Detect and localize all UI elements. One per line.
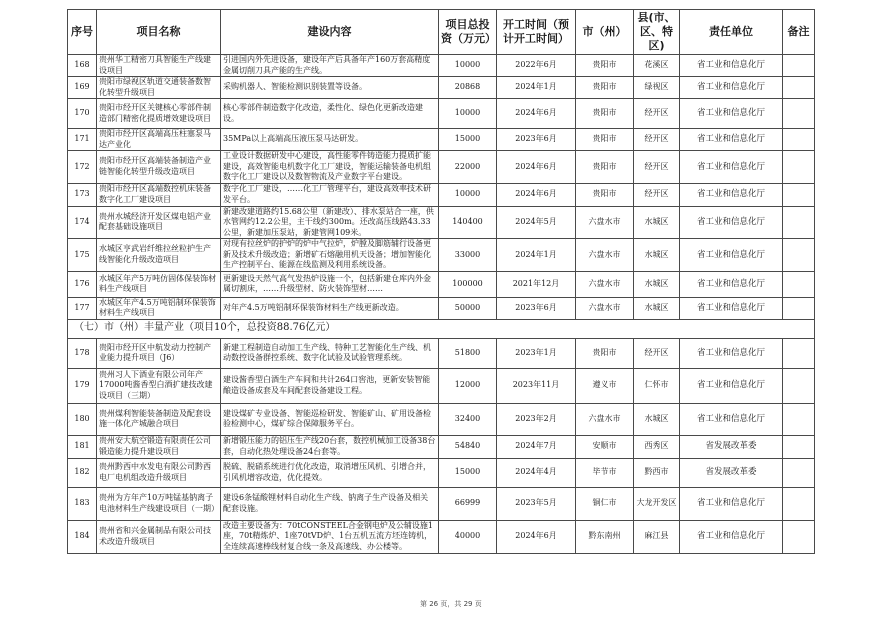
cell-unit: 省工业和信息化厅 bbox=[680, 403, 783, 435]
cell-investment: 50000 bbox=[439, 297, 497, 319]
cell-content: 工业设计数据研发中心建设，高性能零件铸造能力提质扩能建设，高效智能电机数字化工厂建设，智能运输装备电机组数字化工厂建设以及数智物流及产业数字平台建设。 bbox=[221, 151, 439, 184]
cell-remark bbox=[783, 297, 815, 319]
cell-county: 水城区 bbox=[634, 297, 680, 319]
cell-investment: 10000 bbox=[439, 183, 497, 206]
cell-start-time: 2024年1月 bbox=[497, 77, 576, 99]
cell-start-time: 2024年6月 bbox=[497, 99, 576, 129]
cell-remark bbox=[783, 487, 815, 520]
cell-remark bbox=[783, 458, 815, 487]
cell-name: 贵阳市经开区中航发动力控制产业能力提升项目（J6） bbox=[97, 338, 221, 368]
table-row bbox=[68, 458, 815, 487]
cell-remark bbox=[783, 239, 815, 272]
cell-name: 贵阳市经开区关键核心零部件制造部门精密化提质增效建设项目 bbox=[97, 99, 221, 129]
cell-name: 贵州华工精密刀具智能生产线建设项目 bbox=[97, 55, 221, 77]
cell-county: 大龙开发区 bbox=[634, 487, 680, 520]
cell-city: 遵义市 bbox=[576, 368, 634, 403]
cell-content: 对年产4.5万吨铝制环保装饰材料生产线更新改造。 bbox=[221, 297, 439, 319]
cell-city: 铜仁市 bbox=[576, 487, 634, 520]
cell-name: 贵州为方年产10万吨锰基钠离子电池材料生产线建设项目（一期） bbox=[97, 487, 221, 520]
cell-start-time: 2023年5月 bbox=[497, 487, 576, 520]
cell-remark bbox=[783, 129, 815, 151]
cell-name: 贵阳市经开区高端高压柱塞泵马达产业化 bbox=[97, 129, 221, 151]
table-row bbox=[68, 151, 815, 184]
table-row bbox=[68, 520, 815, 553]
cell-city: 贵阳市 bbox=[576, 338, 634, 368]
cell-city: 贵阳市 bbox=[576, 183, 634, 206]
cell-seq: 170 bbox=[68, 99, 97, 129]
cell-city: 贵阳市 bbox=[576, 129, 634, 151]
cell-city: 六盘水市 bbox=[576, 206, 634, 239]
cell-seq: 173 bbox=[68, 183, 97, 206]
cell-investment: 32400 bbox=[439, 403, 497, 435]
cell-county: 仁怀市 bbox=[634, 368, 680, 403]
cell-content: 35MPa以上高端高压液压泵马达研发。 bbox=[221, 129, 439, 151]
table-row bbox=[68, 99, 815, 129]
cell-name: 贵州黔西中水发电有限公司黔西电厂电机组改造升级项目 bbox=[97, 458, 221, 487]
cell-unit: 省工业和信息化厅 bbox=[680, 99, 783, 129]
project-table-page bbox=[67, 9, 814, 554]
cell-start-time: 2023年6月 bbox=[497, 297, 576, 319]
cell-content: 新建工程制造自动加工生产线、特种工艺智能化生产线、机动数控设备群控系统、数字化试验及试验管理系统。 bbox=[221, 338, 439, 368]
cell-remark bbox=[783, 338, 815, 368]
cell-investment: 66999 bbox=[439, 487, 497, 520]
project-table bbox=[67, 9, 815, 554]
table-row bbox=[68, 206, 815, 239]
header-unit: 责任单位 bbox=[680, 10, 783, 55]
table-row bbox=[68, 487, 815, 520]
cell-county: 绿视区 bbox=[634, 77, 680, 99]
cell-name: 贵阳市经开区高端数控机床装备数字化工厂建设项目 bbox=[97, 183, 221, 206]
section-row bbox=[68, 319, 815, 338]
cell-remark bbox=[783, 368, 815, 403]
cell-start-time: 2024年5月 bbox=[497, 206, 576, 239]
cell-name: 水城区年产5万吨仿固体保装饰材料生产线项目 bbox=[97, 271, 221, 297]
cell-name: 贵州省和兴金属制品有限公司技术改造升级项目 bbox=[97, 520, 221, 553]
header-city: 市（州） bbox=[576, 10, 634, 55]
cell-start-time: 2023年2月 bbox=[497, 403, 576, 435]
cell-remark bbox=[783, 77, 815, 99]
cell-investment: 40000 bbox=[439, 520, 497, 553]
cell-remark bbox=[783, 520, 815, 553]
cell-remark bbox=[783, 271, 815, 297]
cell-county: 水城区 bbox=[634, 206, 680, 239]
cell-start-time: 2024年6月 bbox=[497, 183, 576, 206]
cell-seq: 179 bbox=[68, 368, 97, 403]
cell-content: 建设6条锰酸锂材料自动化生产线、钠离子生产设备及相关配套设施。 bbox=[221, 487, 439, 520]
cell-content: 新增锻压能力的铝压生产线20台套，数控机械加工设备38台套，自动化热处理设备24台套等。 bbox=[221, 435, 439, 458]
cell-county: 经开区 bbox=[634, 129, 680, 151]
cell-city: 六盘水市 bbox=[576, 297, 634, 319]
table-row bbox=[68, 183, 815, 206]
table-row bbox=[68, 435, 815, 458]
cell-content: 建设煤矿专业设备、智能巡检研发、智能矿山、矿用设备检验检测中心，煤矿综合保障服务平台。 bbox=[221, 403, 439, 435]
cell-remark bbox=[783, 151, 815, 184]
cell-remark bbox=[783, 403, 815, 435]
cell-unit: 省工业和信息化厅 bbox=[680, 271, 783, 297]
cell-investment: 20868 bbox=[439, 77, 497, 99]
header-name: 项目名称 bbox=[97, 10, 221, 55]
cell-seq: 168 bbox=[68, 55, 97, 77]
cell-seq: 182 bbox=[68, 458, 97, 487]
cell-county: 水城区 bbox=[634, 271, 680, 297]
cell-investment: 10000 bbox=[439, 99, 497, 129]
header-seq: 序号 bbox=[68, 10, 97, 55]
cell-content: 建设酱香型白酒生产车间和共计264口窖池，更新安装智能酿造设备成套及车间配套设备建设工程。 bbox=[221, 368, 439, 403]
cell-unit: 省发展改革委 bbox=[680, 435, 783, 458]
cell-city: 六盘水市 bbox=[576, 271, 634, 297]
cell-seq: 176 bbox=[68, 271, 97, 297]
cell-start-time: 2023年11月 bbox=[497, 368, 576, 403]
header-county: 县(市、区、特区) bbox=[634, 10, 680, 55]
cell-county: 经开区 bbox=[634, 151, 680, 184]
cell-investment: 12000 bbox=[439, 368, 497, 403]
cell-content: 新建改建道路约15.68公里（新建改）、排水泵站合一座，供水管网约12.2公里，主干线约300m。还改高压线路43.33公里，新建加压泵站，新建管网109米。 bbox=[221, 206, 439, 239]
cell-start-time: 2024年7月 bbox=[497, 435, 576, 458]
cell-start-time: 2023年1月 bbox=[497, 338, 576, 368]
cell-start-time: 2024年1月 bbox=[497, 239, 576, 272]
cell-content: 对现有拉丝炉的护炉的炉中气拉炉，炉膛及脚筋辅行设备更新及技术升级改造；新增矿石熔融用机天设备；增加智能化生产控制平台、能源在线监测及利用系统设备。 bbox=[221, 239, 439, 272]
section-title: （七）市（州）丰量产业（项目10个，总投资88.76亿元） bbox=[68, 319, 815, 338]
cell-unit: 省工业和信息化厅 bbox=[680, 129, 783, 151]
cell-content: 数字化工厂建设，……化工厂管理平台，建设高效率技术研发平台。 bbox=[221, 183, 439, 206]
cell-name: 贵阳市绿视区轨道交通装备数智化转型升级项目 bbox=[97, 77, 221, 99]
cell-seq: 184 bbox=[68, 520, 97, 553]
cell-unit: 省发展改革委 bbox=[680, 458, 783, 487]
cell-unit: 省工业和信息化厅 bbox=[680, 520, 783, 553]
cell-content: 采购机器人、智能检测识别装置等设备。 bbox=[221, 77, 439, 99]
cell-seq: 183 bbox=[68, 487, 97, 520]
table-row bbox=[68, 368, 815, 403]
cell-remark bbox=[783, 55, 815, 77]
cell-city: 六盘水市 bbox=[576, 239, 634, 272]
cell-unit: 省工业和信息化厅 bbox=[680, 77, 783, 99]
cell-county: 经开区 bbox=[634, 183, 680, 206]
cell-name: 贵州煤利智能装备制造及配套设施一体化产城融合项目 bbox=[97, 403, 221, 435]
header-content: 建设内容 bbox=[221, 10, 439, 55]
cell-investment: 10000 bbox=[439, 55, 497, 77]
cell-remark bbox=[783, 435, 815, 458]
cell-investment: 15000 bbox=[439, 129, 497, 151]
table-row bbox=[68, 338, 815, 368]
cell-unit: 省工业和信息化厅 bbox=[680, 55, 783, 77]
cell-start-time: 2021年12月 bbox=[497, 271, 576, 297]
table-section bbox=[68, 319, 815, 338]
cell-content: 脱硫、脱硝系统进行优化改造，取消增压风机、引增合并，引风机增容改造，优化提效。 bbox=[221, 458, 439, 487]
cell-remark bbox=[783, 99, 815, 129]
cell-remark bbox=[783, 206, 815, 239]
table-body-part2 bbox=[68, 338, 815, 553]
cell-investment: 54840 bbox=[439, 435, 497, 458]
cell-unit: 省工业和信息化厅 bbox=[680, 239, 783, 272]
cell-start-time: 2024年6月 bbox=[497, 520, 576, 553]
cell-city: 贵阳市 bbox=[576, 99, 634, 129]
cell-name: 水城区年产4.5万吨铝制环保装饰材料生产线项目 bbox=[97, 297, 221, 319]
cell-unit: 省工业和信息化厅 bbox=[680, 151, 783, 184]
cell-seq: 175 bbox=[68, 239, 97, 272]
cell-city: 贵阳市 bbox=[576, 77, 634, 99]
cell-seq: 178 bbox=[68, 338, 97, 368]
cell-unit: 省工业和信息化厅 bbox=[680, 206, 783, 239]
cell-start-time: 2023年6月 bbox=[497, 129, 576, 151]
cell-seq: 172 bbox=[68, 151, 97, 184]
page-footer: 第 26 页，共 29 页 bbox=[420, 600, 482, 608]
cell-county: 麻江县 bbox=[634, 520, 680, 553]
cell-seq: 174 bbox=[68, 206, 97, 239]
cell-investment: 100000 bbox=[439, 271, 497, 297]
cell-seq: 180 bbox=[68, 403, 97, 435]
cell-content: 改造主要设备为：70tCONSTEEL合金钢电炉及公辅设施1座，70t精炼炉、1座70tVD炉、1台五机五流方坯连铸机，全连续高速棒线材复合线一条及高速线、办公楼等。 bbox=[221, 520, 439, 553]
table-row bbox=[68, 129, 815, 151]
table-row bbox=[68, 403, 815, 435]
cell-county: 西秀区 bbox=[634, 435, 680, 458]
table-row bbox=[68, 77, 815, 99]
cell-county: 黔西市 bbox=[634, 458, 680, 487]
cell-unit: 省工业和信息化厅 bbox=[680, 487, 783, 520]
header-investment: 项目总投资（万元） bbox=[439, 10, 497, 55]
cell-start-time: 2024年4月 bbox=[497, 458, 576, 487]
cell-city: 毕节市 bbox=[576, 458, 634, 487]
cell-city: 黔东南州 bbox=[576, 520, 634, 553]
cell-unit: 省工业和信息化厅 bbox=[680, 297, 783, 319]
cell-county: 水城区 bbox=[634, 403, 680, 435]
cell-unit: 省工业和信息化厅 bbox=[680, 368, 783, 403]
cell-seq: 177 bbox=[68, 297, 97, 319]
cell-remark bbox=[783, 183, 815, 206]
cell-city: 贵阳市 bbox=[576, 55, 634, 77]
cell-seq: 171 bbox=[68, 129, 97, 151]
table-row bbox=[68, 239, 815, 272]
cell-investment: 22000 bbox=[439, 151, 497, 184]
table-body-part1 bbox=[68, 55, 815, 320]
table-row bbox=[68, 55, 815, 77]
cell-city: 贵阳市 bbox=[576, 151, 634, 184]
cell-unit: 省工业和信息化厅 bbox=[680, 338, 783, 368]
cell-investment: 51800 bbox=[439, 338, 497, 368]
cell-city: 安顺市 bbox=[576, 435, 634, 458]
cell-investment: 140400 bbox=[439, 206, 497, 239]
cell-seq: 169 bbox=[68, 77, 97, 99]
cell-name: 贵州安大航空锻造有限责任公司锻造能力提升建设项目 bbox=[97, 435, 221, 458]
table-row bbox=[68, 297, 815, 319]
cell-content: 更新建设天然气高气发热炉设施一个，包括新建仓库内外金属切割床，……升级型材、防火装饰型材…… bbox=[221, 271, 439, 297]
cell-investment: 33000 bbox=[439, 239, 497, 272]
cell-name: 水城区亨武岩纤维拉丝粒护生产线智能化升级改造项目 bbox=[97, 239, 221, 272]
cell-county: 经开区 bbox=[634, 99, 680, 129]
cell-name: 贵阳市经开区高端装备制造产业链智能化转型升级改造项目 bbox=[97, 151, 221, 184]
cell-county: 水城区 bbox=[634, 239, 680, 272]
cell-start-time: 2022年6月 bbox=[497, 55, 576, 77]
cell-content: 核心零部件制造数字化改造，柔性化、绿色化更新改造建设。 bbox=[221, 99, 439, 129]
cell-name: 贵州习人下酒业有限公司年产17000吨酱香型白酒扩建技改建设项目（三期） bbox=[97, 368, 221, 403]
cell-content: 引进国内外先进设备，建设年产后具备年产160万套高精度金属切削刀具产能的生产线。 bbox=[221, 55, 439, 77]
cell-name: 贵州水城经济开发区煤电铝产业配套基础设施项目 bbox=[97, 206, 221, 239]
cell-start-time: 2024年6月 bbox=[497, 151, 576, 184]
cell-county: 经开区 bbox=[634, 338, 680, 368]
cell-unit: 省工业和信息化厅 bbox=[680, 183, 783, 206]
table-row bbox=[68, 271, 815, 297]
cell-investment: 15000 bbox=[439, 458, 497, 487]
cell-city: 六盘水市 bbox=[576, 403, 634, 435]
header-start-time: 开工时间（预计开工时间） bbox=[497, 10, 576, 55]
cell-seq: 181 bbox=[68, 435, 97, 458]
header-row bbox=[68, 10, 815, 55]
header-remark: 备注 bbox=[783, 10, 815, 55]
cell-county: 花溪区 bbox=[634, 55, 680, 77]
